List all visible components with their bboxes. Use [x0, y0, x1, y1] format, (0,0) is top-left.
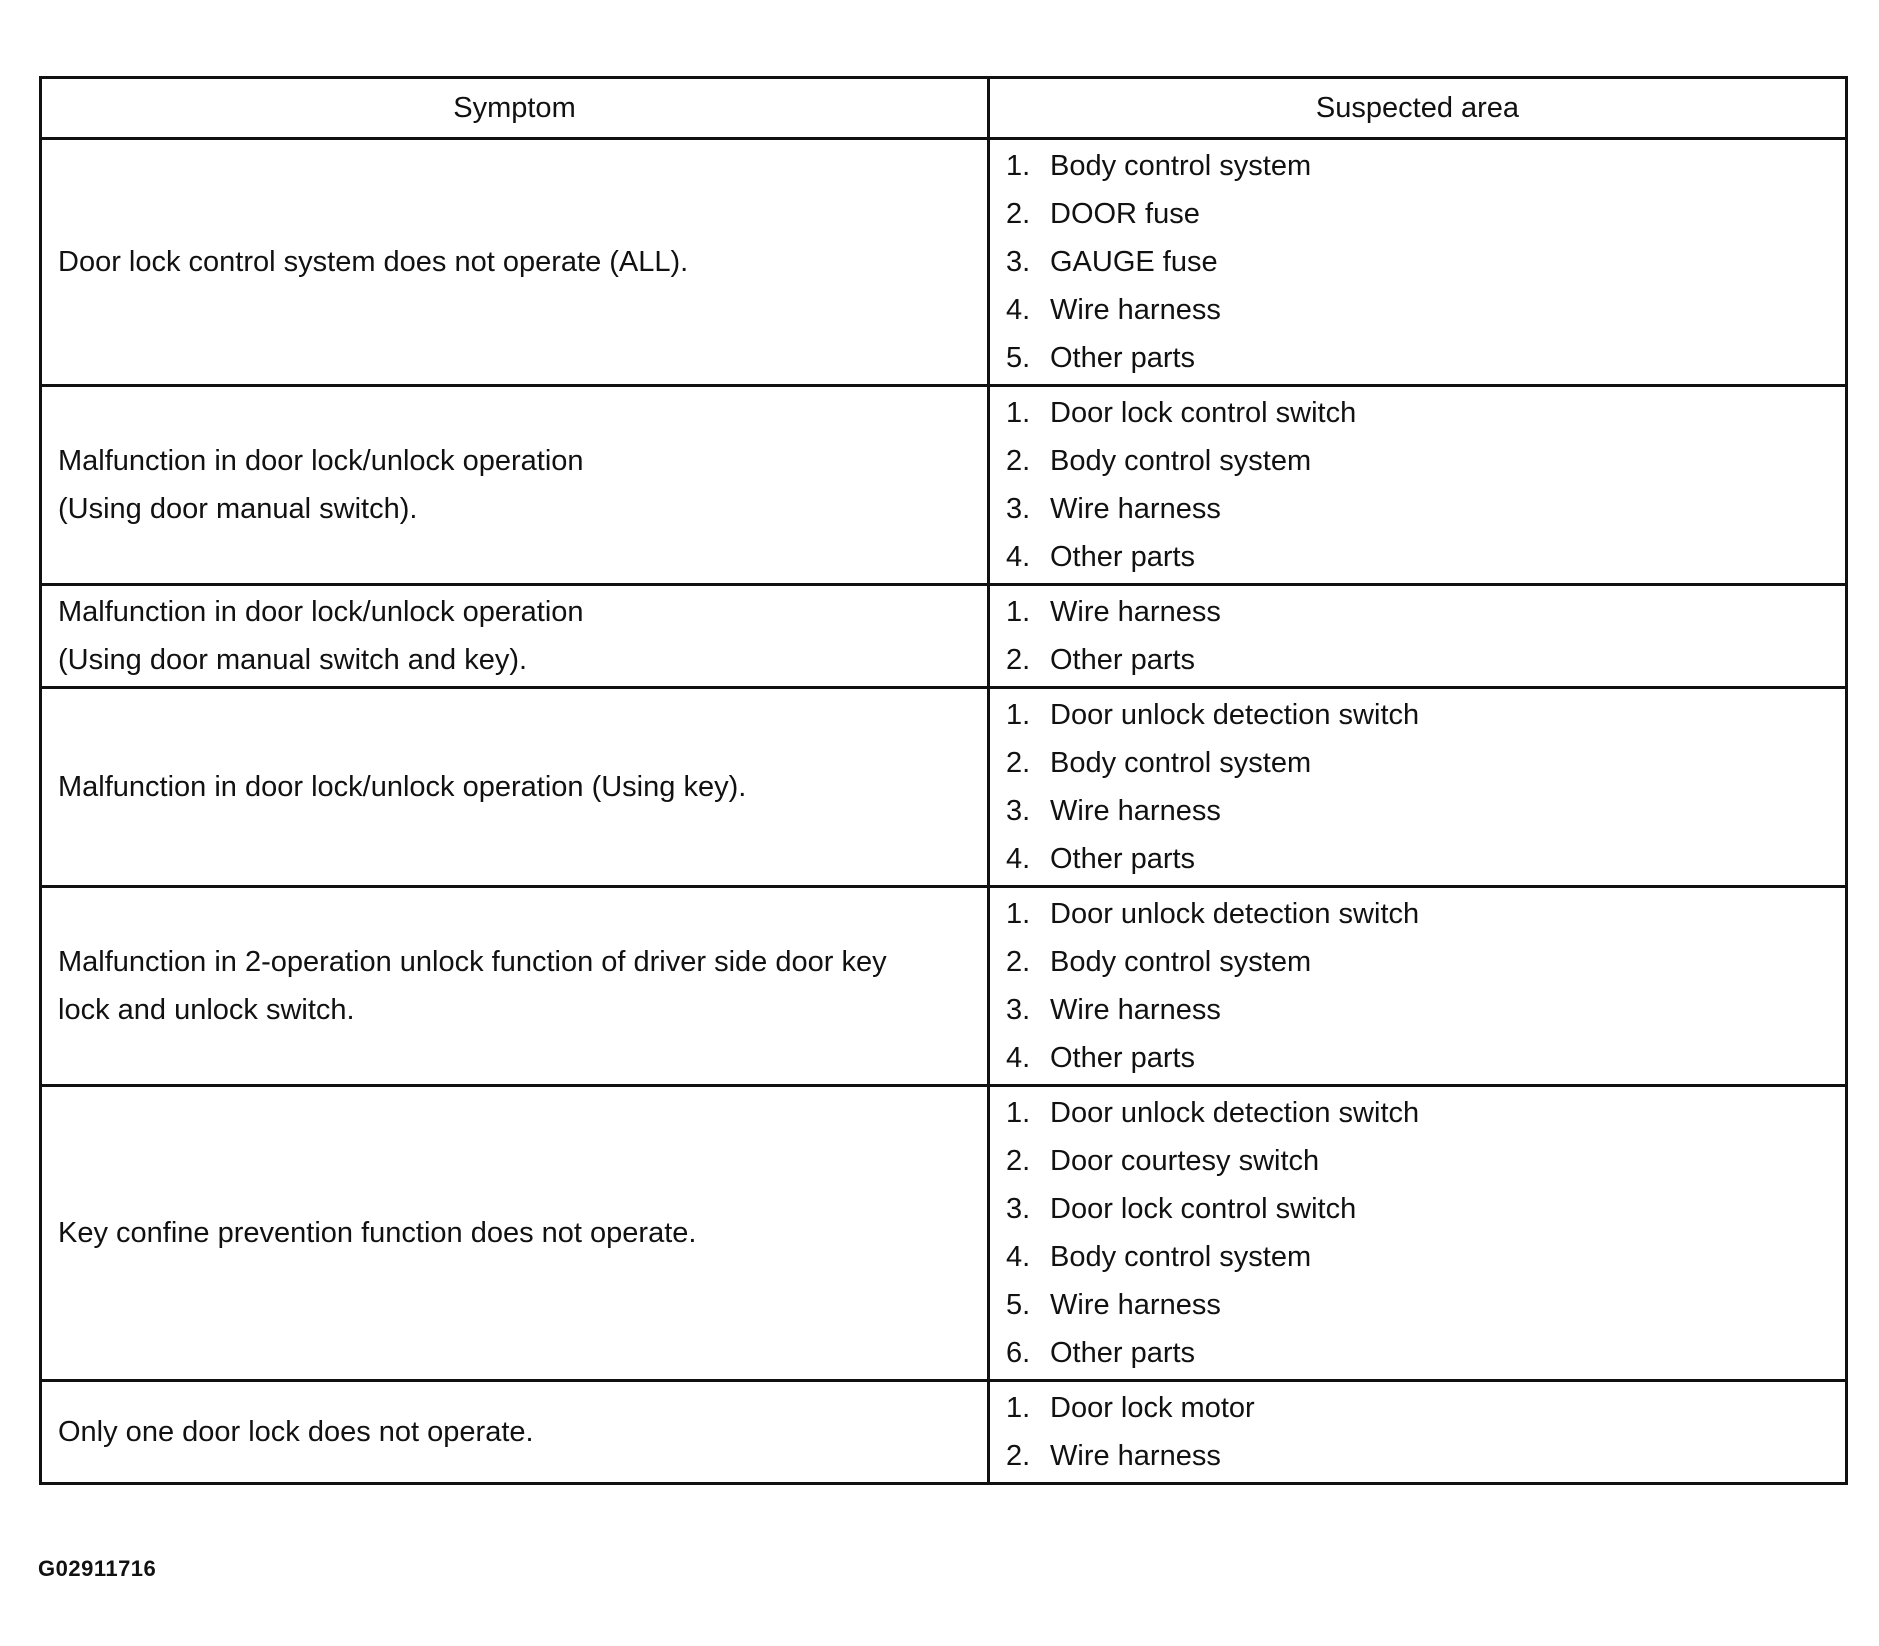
item-text: Door unlock detection switch [1050, 699, 1420, 731]
item-text: Door lock motor [1050, 1392, 1255, 1424]
item-number: 5. [1006, 342, 1031, 374]
item-number: 2. [1006, 1440, 1031, 1472]
symptom-cell [41, 1086, 989, 1381]
suspected-area-item [1006, 1281, 1829, 1329]
item-text: Door unlock detection switch [1050, 898, 1420, 930]
item-number: 1. [1006, 699, 1031, 731]
table-row [41, 139, 1847, 386]
suspected-area-item [1006, 890, 1829, 938]
item-text: Wire harness [1050, 1440, 1221, 1472]
symptom-text-line: Malfunction in door lock/unlock operation [58, 445, 584, 477]
item-number: 4. [1006, 843, 1031, 875]
table-row [41, 1381, 1847, 1484]
item-text: Wire harness [1050, 596, 1221, 628]
symptom-cell [41, 585, 989, 688]
item-text: Body control system [1050, 747, 1312, 779]
table-row [41, 386, 1847, 585]
suspected-area-item [1006, 1233, 1829, 1281]
suspected-area-item [1006, 238, 1829, 286]
suspected-area-item [1006, 286, 1829, 334]
suspected-area-item [1006, 190, 1829, 238]
suspected-area-item [1006, 1137, 1829, 1185]
table-row [41, 1086, 1847, 1381]
item-text: DOOR fuse [1050, 198, 1200, 230]
table-row [41, 688, 1847, 887]
item-number: 4. [1006, 294, 1031, 326]
item-number: 2. [1006, 445, 1031, 477]
item-text: Body control system [1050, 445, 1312, 477]
item-number: 3. [1006, 994, 1031, 1026]
item-text: Door courtesy switch [1050, 1145, 1320, 1177]
item-number: 1. [1006, 898, 1031, 930]
table-body [41, 139, 1847, 1484]
suspected-area-cell [989, 386, 1847, 585]
symptom-text-line: lock and unlock switch. [58, 994, 355, 1026]
item-number: 3. [1006, 795, 1031, 827]
figure-id: G02911716 [38, 1556, 157, 1581]
item-number: 1. [1006, 1097, 1031, 1129]
item-number: 2. [1006, 198, 1031, 230]
item-number: 3. [1006, 1193, 1031, 1225]
suspected-area-item [1006, 636, 1829, 684]
item-text: Door lock control switch [1050, 397, 1357, 429]
item-text: Other parts [1050, 541, 1196, 573]
suspected-area-cell [989, 688, 1847, 887]
item-number: 4. [1006, 1241, 1031, 1273]
item-text: Wire harness [1050, 493, 1221, 525]
item-text: Body control system [1050, 1241, 1312, 1273]
suspected-area-item [1006, 835, 1829, 883]
item-text: Body control system [1050, 150, 1312, 182]
item-number: 1. [1006, 397, 1031, 429]
item-number: 2. [1006, 1145, 1031, 1177]
suspected-area-cell [989, 1381, 1847, 1484]
suspected-area-item [1006, 938, 1829, 986]
suspected-area-item [1006, 485, 1829, 533]
symptom-cell [41, 139, 989, 386]
item-number: 2. [1006, 747, 1031, 779]
suspected-area-cell [989, 1086, 1847, 1381]
symptom-text-line: Malfunction in 2-operation unlock function of driver side door key [58, 946, 887, 978]
suspected-area-item [1006, 1089, 1829, 1137]
troubleshooting-table-container [39, 76, 1845, 1485]
symptom-cell [41, 1381, 989, 1484]
item-number: 4. [1006, 1042, 1031, 1074]
item-text: Door unlock detection switch [1050, 1097, 1420, 1129]
table-row [41, 887, 1847, 1086]
item-number: 4. [1006, 541, 1031, 573]
suspected-area-item [1006, 142, 1829, 190]
item-number: 3. [1006, 246, 1031, 278]
item-text: Wire harness [1050, 1289, 1221, 1321]
suspected-area-item [1006, 437, 1829, 485]
table-header-row [41, 78, 1847, 139]
suspected-area-item [1006, 1329, 1829, 1377]
suspected-area-item [1006, 986, 1829, 1034]
symptom-cell [41, 688, 989, 887]
suspected-area-item [1006, 691, 1829, 739]
suspected-area-item [1006, 533, 1829, 581]
suspected-area-header: Suspected area [989, 78, 1847, 139]
suspected-area-item [1006, 787, 1829, 835]
item-text: Wire harness [1050, 994, 1221, 1026]
symptom-header: Symptom [41, 78, 989, 139]
item-number: 1. [1006, 1392, 1031, 1424]
item-text: Wire harness [1050, 795, 1221, 827]
item-number: 2. [1006, 946, 1031, 978]
item-number: 5. [1006, 1289, 1031, 1321]
item-number: 1. [1006, 150, 1031, 182]
suspected-area-item [1006, 334, 1829, 382]
item-text: GAUGE fuse [1050, 246, 1218, 278]
suspected-area-cell [989, 585, 1847, 688]
item-text: Wire harness [1050, 294, 1221, 326]
symptom-text-line: Key confine prevention function does not operate. [58, 1217, 697, 1249]
symptom-text-line: Only one door lock does not operate. [58, 1416, 534, 1448]
item-text: Other parts [1050, 843, 1196, 875]
item-text: Other parts [1050, 1042, 1196, 1074]
symptom-cell [41, 887, 989, 1086]
item-text: Door lock control switch [1050, 1193, 1357, 1225]
suspected-area-item [1006, 1034, 1829, 1082]
symptom-text-line: Door lock control system does not operate (ALL). [58, 246, 689, 278]
suspected-area-item [1006, 588, 1829, 636]
item-text: Other parts [1050, 342, 1196, 374]
item-text: Body control system [1050, 946, 1312, 978]
suspected-area-item [1006, 389, 1829, 437]
item-number: 3. [1006, 493, 1031, 525]
suspected-area-cell [989, 139, 1847, 386]
suspected-area-item [1006, 1384, 1829, 1432]
suspected-area-item [1006, 739, 1829, 787]
item-text: Other parts [1050, 644, 1196, 676]
suspected-area-item [1006, 1432, 1829, 1480]
symptom-cell [41, 386, 989, 585]
symptom-text-line: Malfunction in door lock/unlock operation [58, 596, 584, 628]
item-number: 6. [1006, 1337, 1031, 1369]
symptom-text-line: (Using door manual switch). [58, 493, 418, 525]
suspected-area-item [1006, 1185, 1829, 1233]
symptom-text-line: Malfunction in door lock/unlock operation (Using key). [58, 771, 747, 803]
item-number: 2. [1006, 644, 1031, 676]
troubleshooting-table [39, 76, 1848, 1485]
suspected-area-cell [989, 887, 1847, 1086]
symptom-text-line: (Using door manual switch and key). [58, 644, 528, 676]
item-text: Other parts [1050, 1337, 1196, 1369]
item-number: 1. [1006, 596, 1031, 628]
table-row [41, 585, 1847, 688]
